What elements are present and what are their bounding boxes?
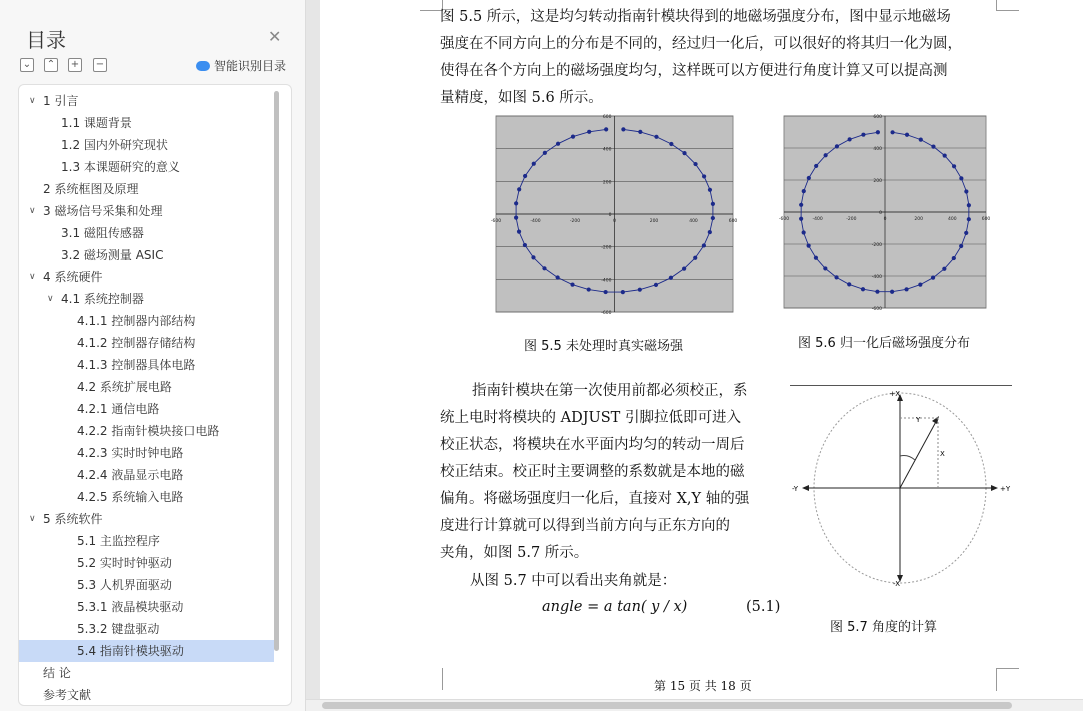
toc-item[interactable] — [19, 640, 274, 662]
data-point — [638, 288, 642, 292]
data-point — [702, 174, 706, 178]
text-line: 统上电时将模块的 ADJUST 引脚拉低即可进入 — [440, 410, 741, 426]
y-tick-label: -400 — [871, 275, 882, 280]
toc-item-label: 5.1 主监控程序 — [77, 534, 160, 548]
data-point — [876, 130, 880, 134]
axis-label-minus-y: -Y — [792, 485, 798, 493]
data-point — [799, 217, 803, 221]
data-point — [638, 130, 642, 134]
figure-5-6-chart — [780, 114, 990, 314]
caption-fig-5-5: 图 5.5 未处理时真实磁场强 — [524, 339, 683, 354]
horizontal-scrollbar[interactable] — [306, 699, 1083, 711]
toc-item-label: 4.2 系统扩展电路 — [77, 380, 172, 394]
data-point — [514, 216, 518, 220]
toc-item-label: 5.4 指南针模块驱动 — [77, 644, 184, 658]
data-point — [918, 282, 922, 286]
x-tick-label: 600 — [728, 219, 738, 224]
toc-item[interactable] — [19, 596, 274, 618]
toc-item-label: 1 引言 — [43, 94, 79, 108]
toc-item[interactable] — [19, 288, 274, 310]
toc-item-label: 参考文献 — [43, 688, 92, 702]
toc-item-label: 1.1 课题背景 — [61, 116, 132, 130]
data-point — [931, 276, 935, 280]
paragraph-1 — [440, 4, 1010, 112]
data-point — [814, 256, 818, 260]
toc-item-label: 结 论 — [43, 666, 71, 680]
toc-item-label: 4.2.4 液晶显示电路 — [77, 468, 184, 482]
data-point — [959, 176, 963, 180]
x-tick-label: 600 — [981, 217, 991, 222]
y-tick-label: 200 — [602, 180, 612, 186]
data-point — [587, 130, 591, 134]
y-tick-label: 200 — [873, 179, 882, 184]
toc-item[interactable] — [19, 486, 274, 508]
data-point — [604, 127, 608, 131]
figure-divider — [790, 385, 1012, 386]
data-point — [904, 287, 908, 291]
data-point — [890, 290, 894, 294]
data-point — [942, 267, 946, 271]
caption-fig-5-7: 图 5.7 角度的计算 — [830, 620, 937, 635]
data-point — [669, 276, 673, 280]
text-line: 校正状态，将模块在水平面内均匀的转动一周后 — [440, 437, 745, 453]
toc-item-label: 4.1 系统控制器 — [61, 292, 144, 306]
toc-item[interactable] — [19, 178, 274, 200]
expand-all-icon[interactable]: ⌄ — [20, 58, 34, 72]
toc-item[interactable] — [19, 332, 274, 354]
toc-item-label: 2 系统框图及原理 — [43, 182, 139, 196]
toc-item[interactable] — [19, 442, 274, 464]
data-point — [517, 187, 521, 191]
scrollbar-thumb[interactable] — [322, 702, 1012, 709]
y-tick-label: 600 — [873, 115, 882, 120]
cloud-icon — [196, 61, 210, 71]
x-tick-label: -400 — [812, 217, 823, 222]
chevron-down-icon[interactable]: ∨ — [29, 206, 36, 216]
x-tick-label: 200 — [649, 219, 659, 224]
text-line: 偏角。将磁场强度归一化后，直接对 X,Y 轴的强 — [440, 491, 750, 507]
smart-recognize-label: 智能识别目录 — [214, 59, 287, 73]
axis-label-plus-y: +Y — [1000, 485, 1011, 493]
label-y: Y — [916, 416, 921, 424]
toc-item[interactable] — [19, 420, 274, 442]
chevron-down-icon[interactable]: ∨ — [29, 272, 36, 282]
data-point — [931, 144, 935, 148]
text-line: 指南针模块在第一次使用前都必须校正，系 — [472, 383, 748, 399]
toc-item[interactable] — [19, 662, 274, 684]
toc-panel — [18, 84, 292, 706]
chevron-down-icon[interactable]: ∨ — [29, 96, 36, 106]
axis-label-plus-x: +X — [889, 390, 900, 398]
data-point — [967, 203, 971, 207]
toc-item[interactable] — [19, 310, 274, 332]
x-tick-label: -600 — [490, 219, 502, 224]
toc-item-label: 4.1.3 控制器具体电路 — [77, 358, 196, 372]
axis-label-minus-x: -X — [893, 580, 900, 588]
toc-item[interactable] — [19, 618, 274, 640]
data-point — [919, 137, 923, 141]
y-tick-label: 0 — [608, 213, 612, 218]
text-line: 图 5.5 所示，这是均匀转动指南针模块得到的地磁场强度分布，图中显示地磁场 — [440, 9, 951, 25]
document-page — [320, 0, 1083, 700]
x-tick-label: 0 — [883, 217, 887, 222]
data-point — [835, 144, 839, 148]
toc-item-label: 3.2 磁场测量 ASIC — [61, 248, 164, 262]
toc-item[interactable] — [19, 684, 274, 706]
y-tick-label: 400 — [873, 147, 882, 152]
data-point — [847, 282, 851, 286]
data-point — [604, 290, 608, 294]
toc-item-label: 5.3.2 键盘驱动 — [77, 622, 160, 636]
toc-item[interactable] — [19, 508, 274, 530]
data-point — [890, 130, 894, 134]
toc-item-label: 4.2.1 通信电路 — [77, 402, 160, 416]
data-point — [834, 275, 838, 279]
data-point — [967, 217, 971, 221]
data-point — [587, 287, 591, 291]
data-point — [543, 151, 547, 155]
data-point — [523, 174, 527, 178]
formula-number: (5.1) — [746, 599, 781, 615]
toc-item[interactable] — [19, 222, 274, 244]
data-point — [848, 137, 852, 141]
toc-item[interactable] — [19, 376, 274, 398]
toc-title: 目录 — [26, 28, 66, 52]
toc-item[interactable] — [19, 112, 274, 134]
toc-item-label: 4.1.1 控制器内部结构 — [77, 314, 196, 328]
toc-item-label: 4.2.5 系统输入电路 — [77, 490, 184, 504]
toc-item[interactable] — [19, 552, 274, 574]
data-point — [807, 244, 811, 248]
crop-mark — [996, 668, 1019, 691]
data-point — [621, 127, 625, 131]
data-point — [952, 164, 956, 168]
toc-item[interactable] — [19, 266, 274, 288]
text-line: 校正结束。校正时主要调整的系数就是本地的磁 — [440, 464, 745, 480]
caption-fig-5-6: 图 5.6 归一化后磁场强度分布 — [798, 336, 970, 351]
data-point — [807, 176, 811, 180]
toc-item-label: 3 磁场信号采集和处理 — [43, 204, 163, 218]
x-tick-label: 200 — [914, 217, 923, 222]
x-tick-label: 0 — [613, 219, 616, 224]
text-line: 使得在各个方向上的磁场强度均匀，这样既可以方便进行角度计算又可以提高测 — [440, 63, 948, 79]
data-point — [814, 164, 818, 168]
y-tick-label: -200 — [601, 245, 612, 251]
toc-item[interactable] — [19, 398, 274, 420]
data-point — [875, 290, 879, 294]
data-point — [654, 135, 658, 139]
x-tick-label: -200 — [569, 219, 581, 224]
toc-item[interactable] — [19, 574, 274, 596]
data-point — [802, 230, 806, 234]
toc-item-label: 5.2 实时时钟驱动 — [77, 556, 172, 570]
data-point — [802, 189, 806, 193]
toc-item[interactable] — [19, 200, 274, 222]
collapse-all-icon[interactable]: ⌃ — [44, 58, 58, 72]
x-tick-label: -600 — [778, 217, 790, 222]
data-point — [861, 133, 865, 137]
text-line: 量精度，如图 5.6 所示。 — [440, 90, 603, 106]
document-area — [306, 0, 1083, 711]
data-point — [799, 203, 803, 207]
toc-item-label: 4.2.2 指南针模块接口电路 — [77, 424, 220, 438]
toc-scrollbar[interactable] — [274, 91, 279, 651]
data-point — [669, 142, 673, 146]
data-point — [693, 256, 697, 260]
data-point — [523, 243, 527, 247]
data-point — [861, 287, 865, 291]
toc-item[interactable] — [19, 134, 274, 156]
chevron-down-icon[interactable]: ∨ — [47, 294, 54, 304]
toc-item[interactable] — [19, 90, 274, 112]
formula: angle = a tan( y / x) — [542, 599, 688, 615]
chevron-down-icon[interactable]: ∨ — [29, 514, 36, 524]
figure-5-5-chart — [492, 114, 737, 316]
data-point — [711, 216, 715, 220]
data-point — [702, 243, 706, 247]
data-point — [711, 202, 715, 206]
toc-item[interactable] — [19, 530, 274, 552]
data-point — [964, 231, 968, 235]
y-tick-label: 400 — [602, 147, 612, 153]
figure-5-7-diagram — [790, 388, 1012, 588]
y-tick-label: 0 — [879, 211, 882, 216]
data-point — [517, 230, 521, 234]
data-point — [823, 266, 827, 270]
data-point — [556, 275, 560, 279]
y-tick-label: 600 — [602, 115, 612, 120]
page-footer: 第 15 页 共 18 页 — [654, 679, 752, 693]
toc-item[interactable] — [19, 354, 274, 376]
data-point — [556, 142, 560, 146]
text-line: 夹角，如图 5.7 所示。 — [440, 545, 589, 561]
data-point — [693, 162, 697, 166]
data-point — [532, 162, 536, 166]
data-point — [708, 188, 712, 192]
data-point — [621, 290, 625, 294]
data-point — [531, 255, 535, 259]
toc-item-label: 3.1 磁阻传感器 — [61, 226, 144, 240]
data-point — [905, 133, 909, 137]
text-line: 度进行计算就可以得到当前方向与正东方向的 — [440, 518, 730, 534]
data-point — [964, 189, 968, 193]
x-tick-label: 400 — [689, 219, 698, 224]
data-point — [824, 153, 828, 157]
toc-item[interactable] — [19, 244, 274, 266]
label-x: X — [940, 450, 945, 458]
y-tick-label: -600 — [871, 307, 882, 312]
toc-item[interactable] — [19, 156, 274, 178]
toc-sidebar — [0, 0, 306, 711]
add-heading-icon[interactable]: + — [68, 58, 82, 72]
toc-item-label: 1.3 本课题研究的意义 — [61, 160, 180, 174]
toc-item-label: 4 系统硬件 — [43, 270, 103, 284]
data-point — [514, 201, 518, 205]
paragraph-3: 从图 5.7 中可以看出夹角就是： — [470, 573, 677, 589]
crop-mark — [420, 668, 443, 690]
x-tick-label: -400 — [530, 219, 541, 224]
data-point — [654, 283, 658, 287]
close-icon[interactable]: ✕ — [268, 27, 282, 46]
data-point — [708, 230, 712, 234]
text-line: 强度在不同方向上的分布是不同的，经过归一化后，可以很好的将其归一化为圆， — [440, 36, 962, 52]
data-point — [952, 256, 956, 260]
toc-item-label: 4.2.3 实时时钟电路 — [77, 446, 184, 460]
data-point — [542, 266, 546, 270]
data-point — [570, 283, 574, 287]
data-point — [571, 135, 575, 139]
toc-item[interactable] — [19, 464, 274, 486]
data-point — [943, 153, 947, 157]
y-tick-label: -600 — [601, 311, 612, 316]
y-tick-label: -200 — [871, 243, 882, 248]
toc-item-label: 5.3.1 液晶模块驱动 — [77, 600, 184, 614]
toc-item-label: 4.1.2 控制器存储结构 — [77, 336, 196, 350]
remove-heading-icon[interactable]: − — [93, 58, 107, 72]
data-point — [682, 151, 686, 155]
smart-recognize-button[interactable] — [196, 57, 286, 74]
y-tick-label: -400 — [601, 278, 612, 284]
paragraph-2 — [440, 378, 785, 567]
data-point — [682, 267, 686, 271]
toc-list — [19, 90, 274, 706]
x-tick-label: 400 — [948, 217, 957, 222]
toc-item-label: 5 系统软件 — [43, 512, 103, 526]
toc-item-label: 5.3 人机界面驱动 — [77, 578, 172, 592]
data-point — [959, 244, 963, 248]
x-tick-label: -200 — [846, 217, 857, 222]
toc-item-label: 1.2 国内外研究现状 — [61, 138, 168, 152]
